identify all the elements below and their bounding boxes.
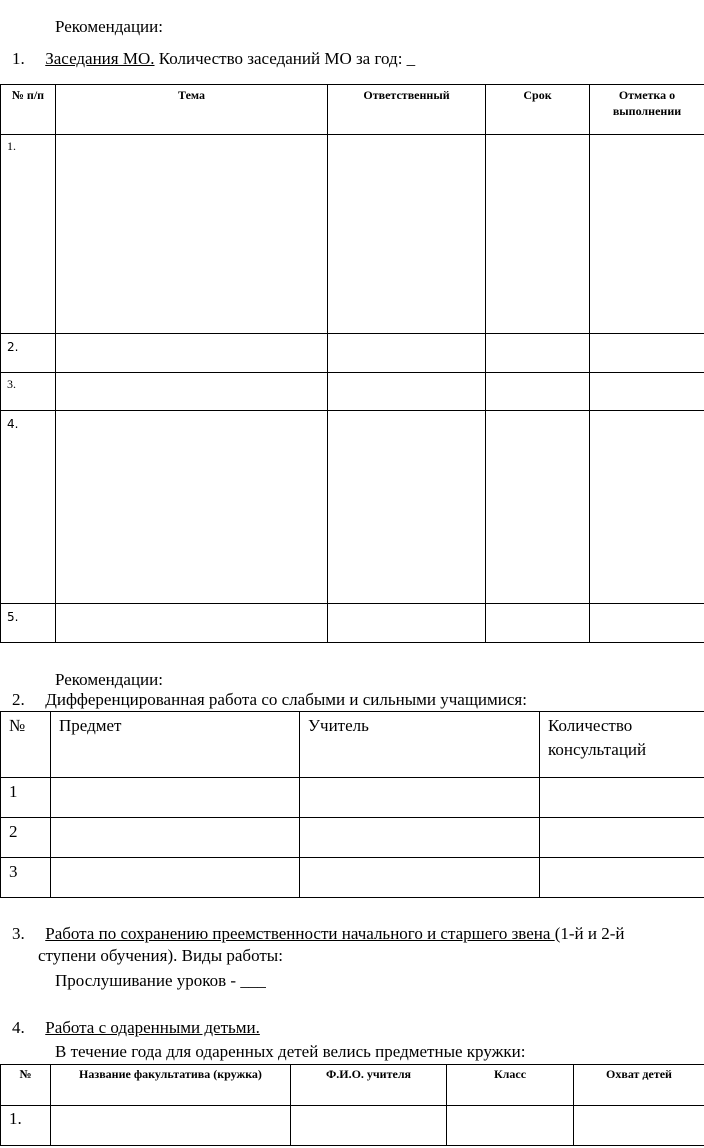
row-number: 1. — [1, 1106, 51, 1146]
header-teacher-name: Ф.И.О. учителя — [291, 1065, 447, 1106]
table-cell — [447, 1106, 574, 1146]
item-4-number: 4. — [12, 1018, 25, 1037]
row-number: 1. — [1, 135, 56, 334]
item-1-line — [12, 48, 415, 70]
item-1-number: 1. — [12, 49, 25, 68]
item-1-title: Заседания МО. — [45, 49, 155, 68]
table-cell — [574, 1106, 704, 1146]
table-cell — [328, 411, 486, 604]
table-cell — [540, 818, 704, 858]
table-row — [1, 334, 704, 373]
gifted-header-row — [1, 1065, 704, 1106]
table-cell — [56, 135, 328, 334]
gifted-clubs-table — [0, 1064, 704, 1146]
table-cell — [486, 373, 590, 411]
header-number: № п/п — [1, 85, 56, 135]
table-row — [1, 778, 704, 818]
table-cell — [291, 1106, 447, 1146]
item-4-title: Работа с одаренными детьми. — [45, 1018, 260, 1037]
meetings-table — [0, 84, 704, 643]
table-cell — [328, 373, 486, 411]
table-cell — [300, 778, 540, 818]
header-responsible: Ответственный — [328, 85, 486, 135]
item-3-title: Работа по сохранению преемственности начального и старшего звена — [45, 924, 555, 943]
recommendations-heading-2: Рекомендации: — [55, 670, 163, 689]
table-cell — [486, 411, 590, 604]
table-row — [1, 411, 704, 604]
table-cell — [540, 778, 704, 818]
table-cell — [51, 818, 300, 858]
differentiated-header-row — [1, 712, 704, 778]
table-cell — [590, 135, 704, 334]
row-number: 2. — [1, 334, 56, 373]
table-row — [1, 135, 704, 334]
header-children-coverage: Охват детей — [574, 1065, 704, 1106]
table-cell — [590, 334, 704, 373]
row-number: 3 — [1, 858, 51, 898]
table-cell — [51, 778, 300, 818]
row-number: 3. — [1, 373, 56, 411]
table-cell — [486, 604, 590, 643]
table-cell — [56, 604, 328, 643]
table-row — [1, 818, 704, 858]
header-subject: Предмет — [51, 712, 300, 778]
item-2-number: 2. — [12, 690, 25, 709]
row-number: 5. — [1, 604, 56, 643]
header-teacher: Учитель — [300, 712, 540, 778]
row-number: 1 — [1, 778, 51, 818]
table-cell — [328, 135, 486, 334]
item-3-line-3: Прослушивание уроков - ___ — [55, 971, 266, 990]
meetings-header-row — [1, 85, 704, 135]
row-number: 2 — [1, 818, 51, 858]
header-completion-mark: Отметка о выполнении — [590, 85, 704, 135]
table-cell — [590, 604, 704, 643]
table-cell — [56, 373, 328, 411]
table-cell — [300, 858, 540, 898]
header-consultations-count: Количество консультаций — [540, 712, 704, 778]
header-number: № — [1, 1065, 51, 1106]
table-row — [1, 858, 704, 898]
row-number: 4. — [1, 411, 56, 604]
item-3-line — [12, 923, 624, 945]
item-1-rest: Количество заседаний МО за год: _ — [154, 49, 416, 68]
table-cell — [51, 1106, 291, 1146]
item-3-rest: (1-й и 2-й — [554, 924, 625, 943]
table-row — [1, 604, 704, 643]
header-club-name: Название факультатива (кружка) — [51, 1065, 291, 1106]
table-row — [1, 373, 704, 411]
header-deadline: Срок — [486, 85, 590, 135]
header-topic: Тема — [56, 85, 328, 135]
item-3-number: 3. — [12, 924, 25, 943]
table-cell — [300, 818, 540, 858]
recommendations-heading-1: Рекомендации: — [55, 17, 163, 36]
table-row — [1, 1106, 704, 1146]
table-cell — [590, 411, 704, 604]
table-cell — [486, 135, 590, 334]
table-cell — [540, 858, 704, 898]
table-cell — [56, 334, 328, 373]
differentiated-work-table — [0, 711, 704, 898]
header-number: № — [1, 712, 51, 778]
table-cell — [328, 334, 486, 373]
item-4-line-2: В течение года для одаренных детей велись предметные кружки: — [55, 1042, 526, 1061]
table-cell — [590, 373, 704, 411]
table-cell — [56, 411, 328, 604]
table-cell — [51, 858, 300, 898]
table-cell — [486, 334, 590, 373]
table-cell — [328, 604, 486, 643]
item-4-line — [12, 1017, 260, 1039]
item-2-line — [12, 689, 527, 711]
item-2-title: Дифференцированная работа со слабыми и сильными учащимися: — [45, 690, 527, 709]
header-grade: Класс — [447, 1065, 574, 1106]
item-3-line-2: ступени обучения). Виды работы: — [38, 946, 283, 965]
